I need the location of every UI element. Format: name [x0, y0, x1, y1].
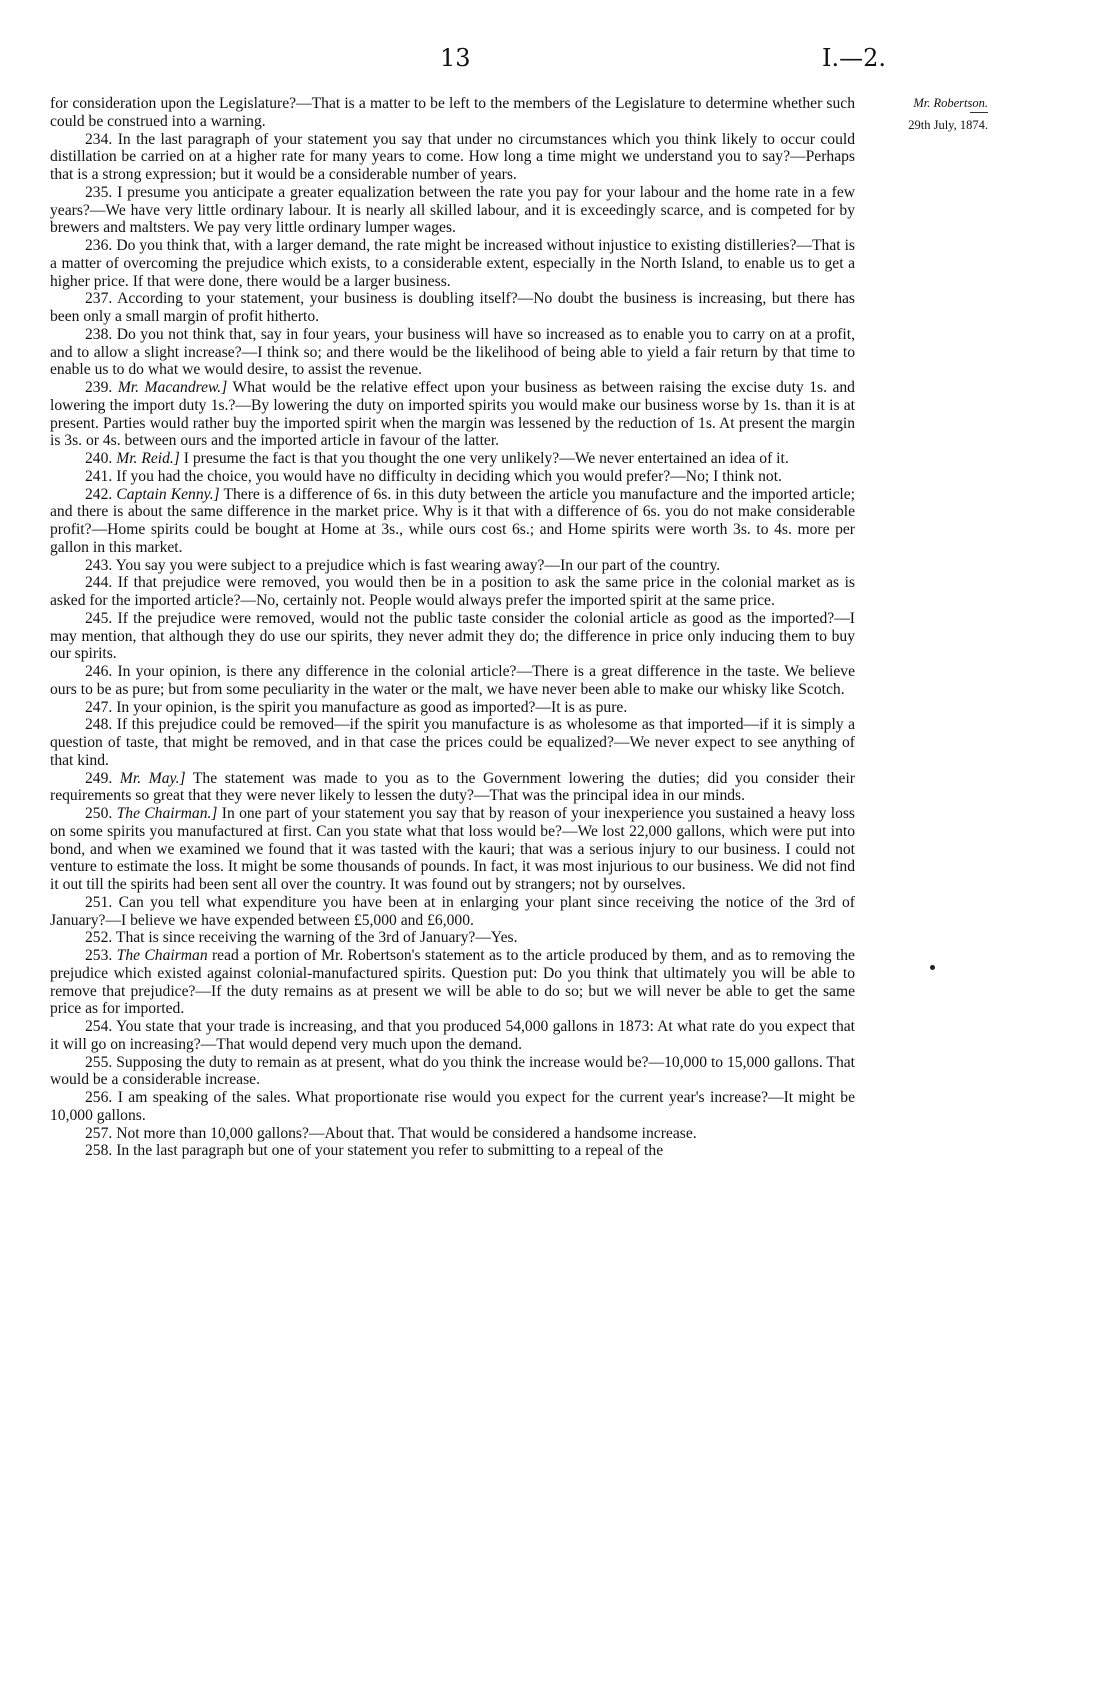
- paragraph-text: In the last paragraph of your statement you say that under no circumstances which you think likely to occur could distillation be carried on at a higher rate for many years to come. How long a time might we understand you to say?—Perhaps that is a strong expression; but it would be a considerable number of years.: [50, 130, 855, 183]
- paragraph: [50, 894, 855, 930]
- paragraph-text: I am speaking of the sales. What proportionate rise would you expect for the current year's increase?—It might be 10,000 gallons.: [50, 1089, 855, 1124]
- paragraph-text: Do you not think that, say in four years, your business will have so increased as to enable you to carry on at a profit, and to allow a slight increase?—I think so; and there would be the likelihood of being able to yield a fair return by that time to enable us to do what we would desire, to assist the revenue.: [50, 325, 855, 379]
- question-number: 236.: [85, 237, 113, 254]
- paragraph: [50, 557, 855, 575]
- paragraph-text: I presume you anticipate a greater equalization between the rate you pay for your labour and the home rate in a few years?—We have very little ordinary labour. It is nearly all skilled labour, and it is exceedingly scarce, and is competed for by brewers and maltsters. We pay very little ordinary lumper wages.: [50, 183, 855, 237]
- paragraph: [50, 716, 855, 769]
- page-number: 13: [440, 44, 471, 72]
- paragraph: [50, 95, 855, 131]
- paragraph-text: In one part of your statement you say that by reason of your inexperience you sustained a heavy loss on some spirits you manufactured at first. Can you state what that loss would be?—We lost 22,000 gallons, which were put into bond, and when we examined we found that it was tasted with the kauri; that was a serious injury to our business. I could not venture to estimate the loss. It might be some thousands of pounds. In fact, it was most injurious to our business. We did not find it out till the spirits had been sent all over the country. It was found out by strangers; not by ourselves.: [50, 805, 855, 893]
- question-number: 250.: [85, 805, 113, 822]
- paragraph: [50, 947, 855, 1018]
- paragraph: [50, 574, 855, 610]
- question-number: 241.: [85, 467, 113, 485]
- paragraph: [50, 929, 855, 947]
- question-number: 243.: [85, 556, 113, 574]
- question-number: 235.: [85, 183, 113, 201]
- paragraph-text: If the prejudice were removed, would not the public taste consider the colonial article as good as the imported?—I may mention, that although they do use our spirits, they never admit they do; the difference in price only inducing them to buy our spirits.: [50, 609, 855, 663]
- paragraph-text: Do you think that, with a larger demand, the rate might be increased without injustice to existing distilleries?—That is a matter of overcoming the prejudice which exists, to a considerable extent, especially in the North Island, to enable us to get a higher price. If that were done, there would be a larger business.: [50, 237, 855, 290]
- question-number: 253.: [85, 947, 113, 964]
- question-number: 239.: [85, 379, 113, 396]
- paragraph: [50, 1054, 855, 1090]
- question-number: 257.: [85, 1124, 113, 1142]
- paragraph: [50, 184, 855, 237]
- question-number: 245.: [85, 609, 113, 627]
- speaker: Mr. Reid.]: [116, 450, 180, 467]
- paragraph-text: read a portion of Mr. Robertson's statement as to the article produced by them, and as to removing the prejudice which existed against colonial-manufactured spirits. Question put: Do you think that ultimately you will be able to remove that prejudice?—If the duty remains as at present we will be able to do so; but we will never be able to get the same price as for imported.: [50, 947, 855, 1018]
- speaker: The Chairman.]: [116, 805, 218, 822]
- paragraph: [50, 486, 855, 557]
- paragraph-text: You say you were subject to a prejudice which is fast wearing away?—In our part of the country.: [115, 556, 721, 574]
- margin-rule: [970, 112, 988, 113]
- paragraph-text: In your opinion, is the spirit you manufacture as good as imported?—It is as pure.: [116, 698, 628, 716]
- paragraph: [50, 610, 855, 663]
- question-number: 238.: [85, 325, 113, 343]
- question-number: 252.: [85, 929, 113, 947]
- paragraph: [50, 450, 855, 468]
- paragraph-text: In your opinion, is there any difference in the colonial article?—There is a great difference in the taste. We believe ours to be as pure; but from some peculiarity in the water or the malt, we have never been able to make our whisky like Scotch.: [50, 663, 855, 698]
- speaker: Mr. May.]: [119, 769, 186, 787]
- paragraph-text: You state that your trade is increasing, and that you produced 54,000 gallons in 1873: At what rate do you expect that it will go on increasing?—That would depend very much upon the demand.: [50, 1018, 856, 1053]
- series-reference: I.—2.: [822, 44, 887, 72]
- paragraph: [50, 1018, 855, 1054]
- paragraph-text: That is since receiving the warning of the 3rd of January?—Yes.: [115, 929, 518, 947]
- speaker: Captain Kenny.]: [116, 485, 220, 503]
- paragraph-text: The statement was made to you as to the Government lowering the duties; did you consider their requirements so great that they were never likely to lessen the duty?—That was the principal idea in our minds.: [50, 769, 855, 805]
- speaker: Mr. Macandrew.]: [117, 379, 228, 396]
- question-number: 251.: [85, 893, 113, 911]
- paragraph-text: What would be the relative effect upon your business as between raising the excise duty 1s. and lowering the import duty 1s.?—By lowering the duty on imported spirits you would make our business worse by 1s. than it is at present. Parties would rather buy the imported spirit when the margin was lessened by the reduction of 1s. At present the margin is 3s. or 4s. between ours and the imported article in favour of the latter.: [50, 379, 855, 450]
- paragraph-text: If you had the choice, you would have no difficulty in deciding which you would prefer?—No; I think not.: [116, 467, 782, 485]
- speaker: The Chairman: [116, 947, 208, 964]
- paragraph-text: According to your statement, your business is doubling itself?—No doubt the business is increasing, but there has been only a small margin of profit hitherto.: [50, 290, 855, 325]
- paragraph: [50, 1125, 855, 1143]
- question-number: 254.: [85, 1018, 113, 1035]
- question-number: 247.: [85, 698, 113, 716]
- paragraph-text: Not more than 10,000 gallons?—About that. That would be considered a handsome increase.: [116, 1124, 697, 1142]
- paragraph: [50, 290, 855, 326]
- paragraph: [50, 770, 855, 806]
- question-number: 248.: [85, 716, 113, 734]
- margin-date: 29th July, 1874.: [908, 118, 988, 132]
- question-number: 242.: [85, 485, 113, 503]
- question-number: 237.: [85, 290, 113, 308]
- paragraph-text: In the last paragraph but one of your statement you refer to submitting to a repeal of the: [116, 1142, 664, 1160]
- paragraph: [50, 379, 855, 450]
- question-number: 255.: [85, 1053, 113, 1071]
- question-number: 256.: [85, 1089, 113, 1106]
- paragraph-text: I presume the fact is that you thought the one very unlikely?—We never entertained an idea of it.: [183, 450, 789, 467]
- paragraph: [50, 468, 855, 486]
- question-number: 240.: [85, 450, 113, 467]
- paragraph-text: for consideration upon the Legislature?—That is a matter to be left to the members of the Legislature to determine whether such could be construed into a warning.: [50, 95, 855, 130]
- question-number: 249.: [85, 769, 113, 787]
- paragraph: [50, 237, 855, 290]
- stray-mark: [930, 965, 935, 970]
- paragraph: [50, 326, 855, 379]
- paragraph-text: Can you tell what expenditure you have been at in enlarging your plant since receiving the notice of the 3rd of January?—I believe we have expended between £5,000 and £6,000.: [50, 893, 855, 929]
- paragraph-text: Supposing the duty to remain as at present, what do you think the increase would be?—10,000 to 15,000 gallons. That would be a considerable increase.: [50, 1053, 855, 1089]
- paragraph: [50, 1142, 855, 1160]
- question-number: 234.: [85, 130, 113, 148]
- question-number: 246.: [85, 663, 113, 680]
- paragraph: [50, 131, 855, 184]
- evidence-text: [50, 95, 855, 1160]
- question-number: 244.: [85, 574, 113, 592]
- paragraph: [50, 1089, 855, 1125]
- margin-witness: Mr. Robertson.: [913, 96, 988, 110]
- question-number: 258.: [85, 1142, 113, 1160]
- paragraph: [50, 699, 855, 717]
- paragraph: [50, 663, 855, 699]
- margin-note: [868, 95, 988, 134]
- paragraph-text: If this prejudice could be removed—if the spirit you manufacture is as wholesome as that imported—if it is simply a question of taste, that might be removed, and in that case the prices could be equalized?—We never expect to see anything of that kind.: [50, 716, 855, 769]
- paragraph-text: If that prejudice were removed, you would then be in a position to ask the same price in the colonial market as is asked for the imported article?—No, certainly not. People would always prefer the imported spirit at the same price.: [50, 574, 855, 609]
- paragraph: [50, 805, 855, 894]
- paragraph-text: There is a difference of 6s. in this duty between the article you manufacture and the imported article; and there is about the same difference in the market price. Why is it that with a difference of 6s. you do not make considerable profit?—Home spirits could be bought at Home at 3s., while ours cost 6s.; and Home spirits were worth 3s. to 4s. more per gallon in this market.: [50, 485, 855, 556]
- page-header: [0, 44, 1114, 76]
